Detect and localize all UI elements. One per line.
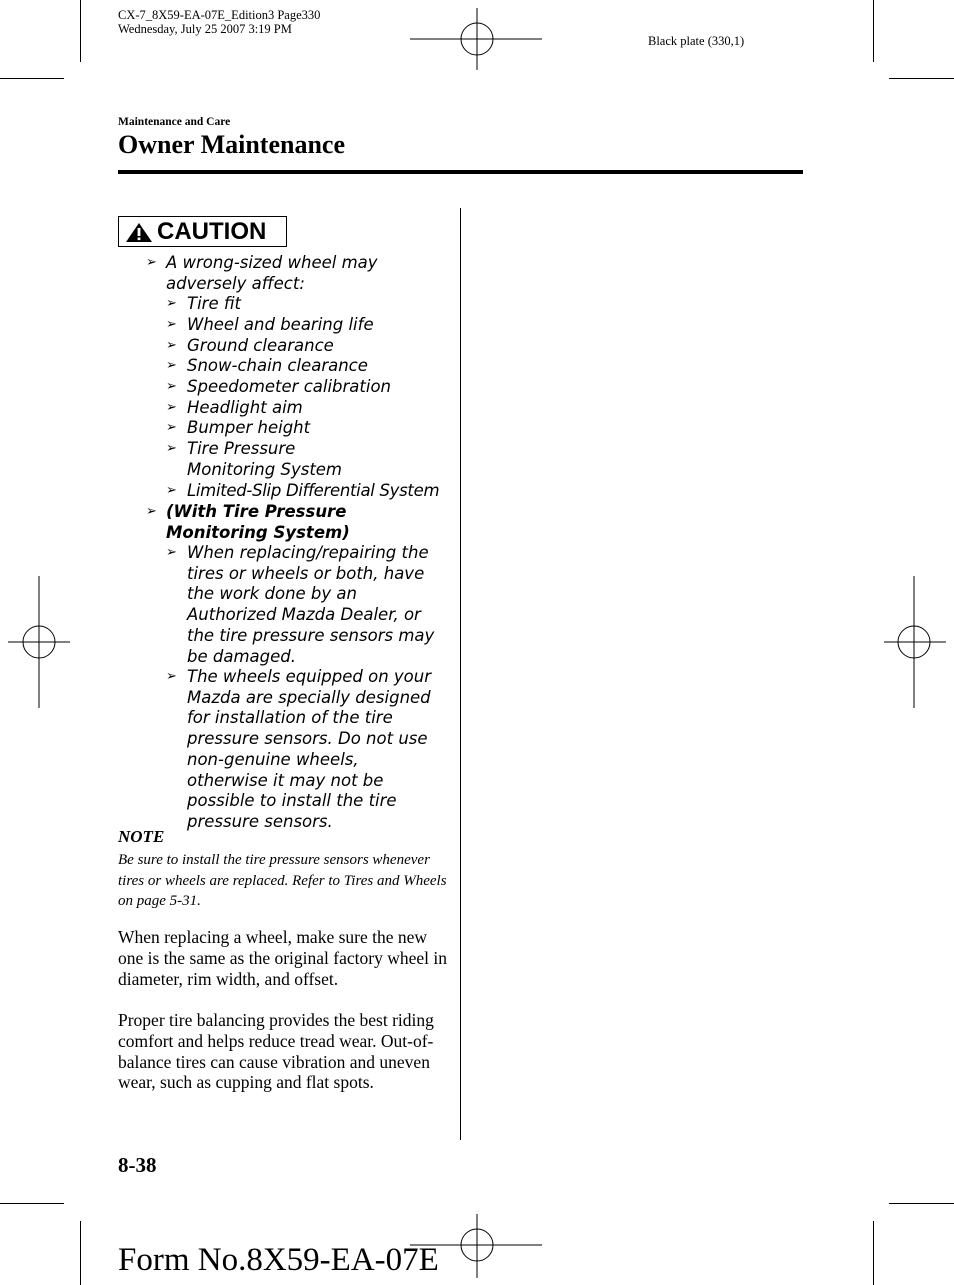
arrow-bullet-icon: ➢ (166, 358, 177, 373)
arrow-bullet-icon: ➢ (166, 545, 177, 560)
print-header-plate: Black plate (330,1) (648, 34, 745, 48)
print-header-date: Wednesday, July 25 2007 3:19 PM (118, 22, 292, 36)
title-rule (118, 170, 803, 174)
registration-mark-top (410, 8, 544, 70)
note-heading: NOTE (118, 827, 165, 846)
section-label: Maintenance and Care (118, 116, 231, 128)
arrow-bullet-icon: ➢ (166, 379, 177, 394)
caution-bullet-2-text: (With Tire Pressure Monitoring System) (166, 502, 350, 542)
caution-label: CAUTION (157, 218, 267, 245)
form-number: Form No.8X59-EA-07E (118, 1242, 439, 1278)
arrow-bullet-icon: ➢ (166, 483, 177, 498)
registration-mark-left (8, 576, 70, 708)
caution-bullet-1-text: A wrong-sized wheel may adversely affect: (166, 253, 378, 293)
arrow-bullet-icon: ➢ (166, 669, 177, 684)
arrow-bullet-icon: ➢ (166, 338, 177, 353)
paragraph-tire-balancing: Proper tire balancing provides the best riding comfort and helps reduce tread wear. Out-of-balance tires can cause vibration and uneven wear, such as cupping and flat spots. (118, 1010, 434, 1093)
page-number: 8-38 (118, 1153, 157, 1177)
arrow-bullet-icon: ➢ (146, 255, 157, 270)
caution-box (118, 216, 287, 247)
arrow-bullet-icon: ➢ (166, 296, 177, 311)
arrow-bullet-icon: ➢ (166, 420, 177, 435)
arrow-bullet-icon: ➢ (166, 441, 177, 456)
note-text: Be sure to install the tire pressure sensors whenever tires or wheels are replaced. Refer to Tires and Wheels on page 5-31. (118, 852, 447, 909)
page-title: Owner Maintenance (118, 130, 345, 159)
arrow-bullet-icon: ➢ (146, 504, 157, 519)
paragraph-wheel-replacement: When replacing a wheel, make sure the new one is the same as the original factory wheel in diameter, rim width, and offset. (118, 927, 447, 989)
arrow-bullet-icon: ➢ (166, 400, 177, 415)
print-header-file: CX-7_8X59-EA-07E_Edition3 Page330 (118, 8, 321, 22)
column-divider (460, 208, 461, 1140)
warning-icon (125, 222, 153, 243)
arrow-bullet-icon: ➢ (166, 317, 177, 332)
registration-mark-right (884, 576, 946, 708)
